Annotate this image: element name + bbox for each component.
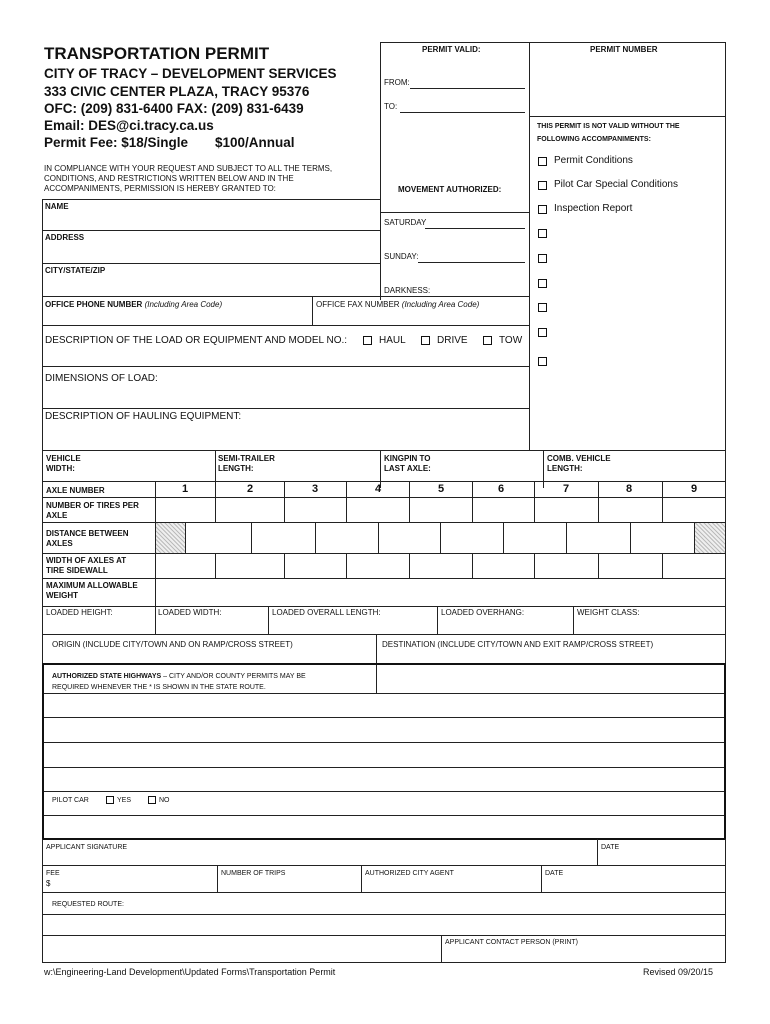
footer-revised: Revised 09/20/15 (643, 967, 714, 977)
agent-date-label: DATE (545, 870, 564, 877)
not-valid-line-1: THIS PERMIT IS NOT VALID WITHOUT THE (537, 123, 680, 130)
permit-number-label: PERMIT NUMBER (590, 45, 658, 54)
origin-label: ORIGIN (INCLUDE CITY/TOWN AND ON RAMP/CROSS STREET) (52, 640, 293, 649)
tow-label: TOW (499, 335, 523, 346)
highways-bold: AUTHORIZED STATE HIGHWAYS (52, 673, 162, 680)
darkness-label: DARKNESS: (384, 286, 431, 295)
pilot-car-no-checkbox[interactable] (148, 796, 156, 804)
max-weight-label-1: MAXIMUM ALLOWABLE (46, 581, 138, 590)
pilot-car-conditions-label: Pilot Car Special Conditions (554, 179, 678, 190)
axle-number-label: AXLE NUMBER (46, 486, 105, 495)
pilot-car-label: PILOT CAR (52, 797, 89, 804)
highways-line-2: REQUIRED WHENEVER THE * IS SHOWN IN THE STATE ROUTE. (52, 684, 266, 691)
office-phone-note: (Including Area Code) (144, 300, 223, 309)
fee-dollar-sign: $ (46, 879, 51, 888)
applicant-signature-label: APPLICANT SIGNATURE (46, 844, 128, 851)
axle-number-8: 8 (625, 483, 633, 495)
permit-conditions-label: Permit Conditions (554, 155, 633, 166)
haul-label: HAUL (379, 335, 406, 346)
accompaniment-checkbox-4[interactable] (538, 229, 547, 238)
address-label: ADDRESS (45, 233, 85, 242)
address-field[interactable] (44, 243, 378, 262)
loaded-height-label: LOADED HEIGHT: (46, 608, 113, 617)
valid-from-label: FROM: (384, 78, 410, 87)
pilot-car-yes-label: YES (117, 797, 132, 804)
valid-to-label: TO: (384, 102, 398, 111)
city-state-zip-label: CITY/STATE/ZIP (45, 266, 106, 275)
number-of-trips-label: NUMBER OF TRIPS (221, 870, 286, 877)
accompaniment-checkbox-5[interactable] (538, 254, 547, 263)
axle-number-2: 2 (246, 483, 254, 495)
load-dimensions-label: DIMENSIONS OF LOAD: (45, 373, 158, 384)
pilot-car-conditions-checkbox[interactable] (538, 181, 547, 190)
kingpin-label-1: KINGPIN TO (384, 454, 431, 463)
weight-class-label: WEIGHT CLASS: (577, 608, 640, 617)
drive-label: DRIVE (437, 335, 468, 346)
department-address: 333 CIVIC CENTER PLAZA, TRACY 95376 (44, 84, 310, 99)
vehicle-width-label-2: WIDTH: (46, 464, 75, 473)
destination-label: DESTINATION (INCLUDE CITY/TOWN AND EXIT RAMP/CROSS STREET) (382, 640, 654, 649)
contact-person-label: APPLICANT CONTACT PERSON (PRINT) (445, 939, 579, 946)
not-valid-line-2: FOLLOWING ACCOMPANIMENTS: (537, 136, 651, 143)
permit-fee-single: Permit Fee: $18/Single (44, 135, 189, 150)
department-email: Email: DES@ci.tracy.ca.us (44, 118, 214, 133)
loaded-width-label: LOADED WIDTH: (158, 608, 222, 617)
page-title: TRANSPORTATION PERMIT (44, 44, 270, 63)
pilot-car-no-label: NO (159, 797, 170, 804)
saturday-label: SATURDAY (384, 218, 427, 227)
axle-number-4: 4 (374, 483, 382, 495)
permit-fee-annual: $100/Annual (215, 135, 295, 150)
axle-number-5: 5 (437, 483, 445, 495)
accompaniment-checkbox-6[interactable] (538, 279, 547, 288)
load-description-label: DESCRIPTION OF THE LOAD OR EQUIPMENT AND MODEL NO.: (45, 335, 348, 346)
loaded-overhang-label: LOADED OVERHANG: (441, 608, 525, 617)
permit-valid-label: PERMIT VALID: (422, 45, 481, 54)
requested-route-label: REQUESTED ROUTE: (52, 901, 124, 908)
axle-number-9: 9 (690, 483, 698, 495)
footer-path: w:\Engineering-Land Development\Updated Forms\Transportation Permit (44, 967, 336, 977)
axle-number-3: 3 (311, 483, 319, 495)
compliance-line-1: IN COMPLIANCE WITH YOUR REQUEST AND SUBJECT TO ALL THE TERMS, (44, 164, 333, 173)
pilot-car-yes-checkbox[interactable] (106, 796, 114, 804)
accompaniment-checkbox-8[interactable] (538, 328, 547, 337)
compliance-line-3: ACCOMPANIMENTS, PERMISSION IS HEREBY GRANTED TO: (44, 184, 276, 193)
office-phone-text: OFFICE PHONE NUMBER (45, 300, 143, 309)
department-phone: OFC: (209) 831-6400 FAX: (209) 831-6439 (44, 101, 304, 116)
signature-date-label: DATE (601, 844, 620, 851)
name-field[interactable] (44, 212, 378, 229)
width-axles-label-2: TIRE SIDEWALL (46, 566, 108, 575)
tow-checkbox[interactable] (483, 336, 492, 345)
inspection-report-label: Inspection Report (554, 203, 633, 214)
comb-vehicle-label-1: COMB. VEHICLE (547, 454, 611, 463)
drive-checkbox[interactable] (421, 336, 430, 345)
distance-label-2: AXLES (46, 539, 73, 548)
hauling-equipment-label: DESCRIPTION OF HAULING EQUIPMENT: (45, 411, 242, 422)
semi-trailer-label-1: SEMI-TRAILER (218, 454, 275, 463)
semi-trailer-label-2: LENGTH: (218, 464, 254, 473)
highways-line-1 (52, 672, 306, 682)
office-fax-note: (Including Area Code) (401, 300, 480, 309)
distance-label-1: DISTANCE BETWEEN (46, 529, 129, 538)
axle-number-7: 7 (562, 483, 570, 495)
sunday-label: SUNDAY: (384, 252, 419, 261)
accompaniment-checkbox-7[interactable] (538, 303, 547, 312)
highways-rest: – CITY AND/OR COUNTY PERMITS MAY BE (161, 673, 306, 680)
distance-hatch-right (695, 523, 725, 553)
axle-number-6: 6 (497, 483, 505, 495)
vehicle-width-label-1: VEHICLE (46, 454, 81, 463)
authorized-agent-label: AUTHORIZED CITY AGENT (365, 870, 454, 877)
axle-number-1: 1 (181, 483, 189, 495)
city-state-zip-field[interactable] (44, 276, 378, 295)
accompaniment-checkbox-9[interactable] (538, 357, 547, 366)
department-name: CITY OF TRACY – DEVELOPMENT SERVICES (44, 66, 337, 81)
name-label: NAME (45, 202, 69, 211)
distance-hatch-left (156, 523, 185, 553)
haul-checkbox[interactable] (363, 336, 372, 345)
comb-vehicle-label-2: LENGTH: (547, 464, 583, 473)
max-weight-label-2: WEIGHT (46, 591, 78, 600)
fee-label: FEE (46, 870, 60, 877)
kingpin-label-2: LAST AXLE: (384, 464, 431, 473)
tires-label-1: NUMBER OF TIRES PER (46, 501, 139, 510)
tires-label-2: AXLE (46, 511, 68, 520)
office-fax-text: OFFICE FAX NUMBER (316, 300, 400, 309)
inspection-report-checkbox[interactable] (538, 205, 547, 214)
loaded-overall-label: LOADED OVERALL LENGTH: (272, 608, 381, 617)
movement-authorized-label: MOVEMENT AUTHORIZED: (398, 185, 502, 194)
width-axles-label-1: WIDTH OF AXLES AT (46, 556, 127, 565)
compliance-line-2: CONDITIONS, AND RESTRICTIONS WRITTEN BELOW AND IN THE (44, 174, 294, 183)
office-fax-label (316, 300, 479, 310)
permit-conditions-checkbox[interactable] (538, 157, 547, 166)
office-phone-label (45, 300, 222, 310)
